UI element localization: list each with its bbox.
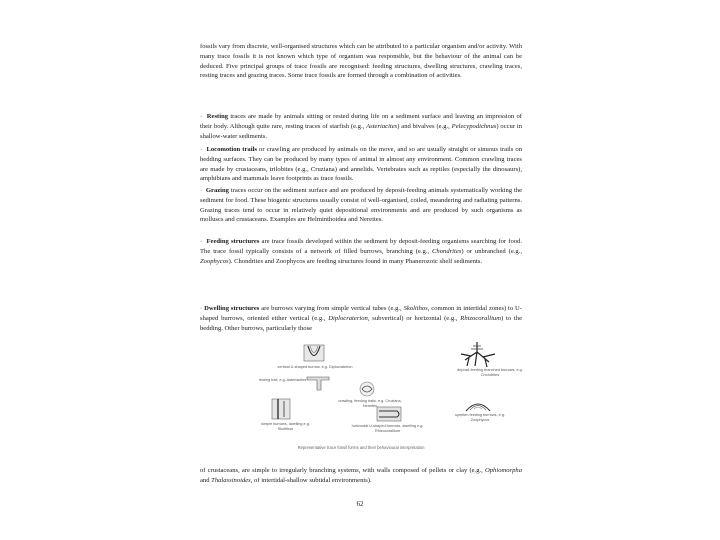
grazing-term: Grazing	[205, 187, 229, 194]
dwelling-paragraph: · Dwelling structures are burrows varying from simple vertical tubes (e.g., Skolithos, common in intertidal zones) to U-shaped burrows, oriented either vertical (e.g., Diplocraterion, subvertical) or horizontal (e.g., Rhizocorallium) to the bedding. Other burrows, particularly those	[200, 305, 523, 332]
feeding-paragraph: · Feeding structures are trace fossils developed within the sediment by deposit-feeding organisms searching for food. The trace fossil typically consists of a network of filled burrows, branching (e.g., Chondrites) or unbranched (e.g., Zoophycos). Chondrites and Zoophycos are feeding structures found in many Phanerozoic shelf sediments.	[200, 238, 523, 265]
branched-burrow-sketch	[455, 340, 499, 368]
label-branched-burrow: deposit feeding branched burrows, e.g. Chondrites	[457, 368, 523, 377]
dwelling-term: Dwelling structures	[204, 305, 260, 312]
horizontal-burrow-sketch	[375, 405, 403, 423]
label-crawling-trail: crawling, feeding trails, e.g. Cruziana, Nereites	[338, 399, 402, 408]
simple-burrow-sketch	[270, 397, 292, 421]
page-number: 62	[356, 500, 364, 508]
crawling-trail-sketch	[358, 380, 376, 398]
label-resting-trail: resting trail, e.g. Asteriacites	[258, 378, 307, 382]
figure-caption: Representative trace fossil forms and their behavioural interpretation	[297, 445, 425, 450]
closing-paragraph: of crustaceans, are simple to irregularly branching systems, with walls composed of pellets or clay (e.g., Ophiomorpha and Thalassinoides, of intertidal-shallow subtidal environments).	[200, 467, 522, 484]
resting-trail-sketch	[305, 374, 331, 392]
locomotion-term: Locomotion trails	[206, 146, 257, 153]
resting-paragraph: · Resting traces are made by animals sitting or rested during life on a sediment surface and leaving an impression of their body. Although quite rare, resting traces of starfish (e.g., Asteriacites) and bivalves (e.g., Pelecypodichnus) occur in shallow-water sediments.	[200, 113, 523, 140]
locomotion-paragraph: · Locomotion trails or crawling are produced by animals on the move, and so are usually straight or sinuous trails on bedding surfaces. They can be produced by many types of animal in almost any environment. Common crawling traces are made by crustaceans, trilobites (e.g., Cruziana) and annelids. Vertebrates such as reptiles (especially the dinosaurs), amphibians and mammals leave footprints as trace fossils.	[200, 146, 523, 183]
label-u-burrow: vertical U-shaped burrow, e.g. Diplocraterion	[277, 365, 353, 369]
resting-term: Resting	[206, 113, 229, 120]
label-simple-burrow: simple burrows, dwelling e.g. Skolithos	[261, 422, 310, 431]
grazing-paragraph: · Grazing traces occur on the sediment surface and are produced by deposit-feeding animals systematically working the sediment for food. These biogenic structures usually consist of well-organised, coiled, meandering and radiating patterns. Grazing traces tend to occur in relatively quiet depositional environments and are produced by such organisms as molluscs and crustaceans. Examples are Helminthoidea and Nereites.	[200, 187, 523, 224]
label-horizontal-burrow: horizontal U-shaped burrows, dwelling e.g. Rhizocorallium	[351, 424, 424, 433]
feeding-term: Feeding structures	[206, 238, 260, 245]
intro-paragraph: fossils vary from discrete, well-organised structures which can be attributed to a particular organism and/or activity. With many trace fossils it is not known which type of organism was responsible, but the behaviour of the animal can be deduced. Five principal groups of trace fossils are recognised: feeding structures, dwelling structures, crawling traces, resting traces and grazing traces. Some trace fossils are formed through a combination of activities.	[200, 43, 522, 80]
u-burrow-sketch	[300, 343, 328, 363]
label-spreiten-burrow: spreiten feeding burrows, e.g. Zoophycos	[454, 413, 506, 422]
